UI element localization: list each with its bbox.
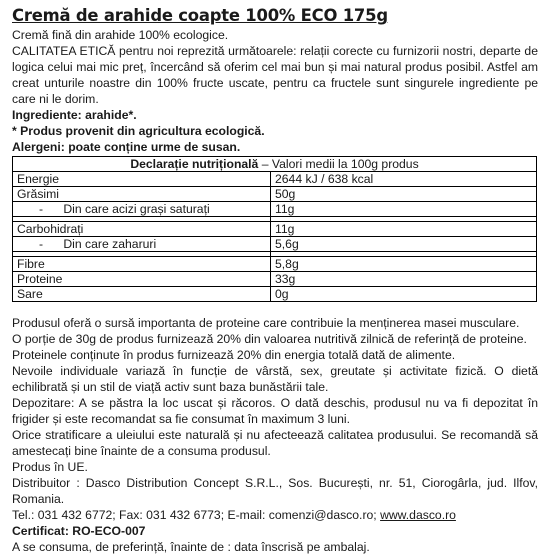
- nutrition-header-rest: – Valori medii la 100g produs: [258, 157, 419, 171]
- nutrition-table: [12, 156, 537, 302]
- ethical-quality-paragraph: CALITATEA ETICĂ pentru noi reprezită următoarele: relații corecte cu furnizorii nostri, departe de logica celui mai mic preț, încercând să oferim cel mai bun și mai natural produs posibil. Astfel am creat unturile noastre din 100% fructe uscate, pentru ca fructele sunt singurele ingrediente pe care ni le dorim.: [12, 44, 538, 106]
- product-title: Cremă de arahide coapte 100% ECO 175g: [12, 6, 388, 25]
- nutrition-label: Fibre: [13, 257, 271, 272]
- distributor-contact-text: Tel.: 031 432 6772; Fax: 031 432 6773; E-mail: comenzi@dasco.ro;: [12, 508, 381, 522]
- oil-separation-paragraph: Orice stratificare a uleiului este naturală și nu afecteează calitatea produsului. Se recomandă să amestecați bine înainte de a consuma produsul.: [12, 428, 538, 458]
- nutrition-label: Energie: [13, 172, 271, 187]
- nutrition-sublabel-text: Din care zaharuri: [63, 237, 157, 251]
- product-sheet: [12, 6, 538, 555]
- nutrition-sublabel: - Din care zaharuri: [13, 237, 271, 252]
- nutrition-sublabel: - Din care acizi grași saturați: [13, 202, 271, 217]
- claim-paragraph: Produsul oferă o sursă importanta de proteine care contribuie la menținerea masei musculare.: [12, 316, 520, 330]
- nutrition-value: 33g: [271, 272, 537, 287]
- nutrition-label: Grăsimi: [13, 187, 271, 202]
- storage-paragraph: Depozitare: A se păstra la loc uscat și răcoros. O dată deschis, produsul nu va fi depozitat în frigider și este recomandat sa fie consumat în maximum 3 luni.: [12, 396, 538, 426]
- best-before-line: A se consuma, de preferință, înainte de : data înscrisă pe ambalaj.: [12, 540, 370, 554]
- nutrition-value: 11g: [271, 202, 537, 217]
- nutrition-value: 5,8g: [271, 257, 537, 272]
- nutrition-value: 2644 kJ / 638 kcal: [271, 172, 537, 187]
- distributor-contact: [12, 507, 538, 523]
- nutrition-value: 0g: [271, 287, 537, 302]
- nutrition-table-header: [13, 157, 537, 172]
- eco-note: * Produs provenit din agricultura ecologică.: [12, 124, 265, 138]
- nutrition-label: Sare: [13, 287, 271, 302]
- claim-paragraph: O porție de 30g de produs furnizează 20% din valoarea nutritivă zilnică de referință de proteine.: [12, 332, 527, 346]
- nutrition-value: 11g: [271, 222, 537, 237]
- section-spacer: [12, 302, 538, 315]
- intro-line: Cremă fină din arahide 100% ecologice.: [12, 28, 229, 42]
- origin-line: Produs în UE.: [12, 460, 88, 474]
- website-link[interactable]: www.dasco.ro: [380, 508, 456, 522]
- nutrition-value: 50g: [271, 187, 537, 202]
- ingredients-line: Ingrediente: arahide*.: [12, 108, 137, 122]
- nutrition-label: Proteine: [13, 272, 271, 287]
- nutrition-header-bold: Declarație nutrițională: [130, 157, 259, 171]
- nutrition-value: 5,6g: [271, 237, 537, 252]
- distributor-address: Distribuitor : Dasco Distribution Concept S.R.L., Sos. București, nr. 51, Ciorogârla, jud. Ilfov, Romania.: [12, 476, 538, 506]
- allergens-line: Alergeni: poate conține urme de susan.: [12, 140, 241, 154]
- nutrition-sublabel-text: Din care acizi grași saturați: [63, 202, 210, 216]
- certificate-line: Certificat: RO-ECO-007: [12, 524, 146, 538]
- nutrition-label: Carbohidrați: [13, 222, 271, 237]
- claim-paragraph: Nevoile individuale variază în funcție de vârstă, sex, greutate și activitate fizică. O dietă echilibrată și un stil de viață activ sunt baza bunăstării tale.: [12, 364, 538, 394]
- claim-paragraph: Proteinele conținute în produs furnizează 20% din energia totală dată de alimente.: [12, 348, 456, 362]
